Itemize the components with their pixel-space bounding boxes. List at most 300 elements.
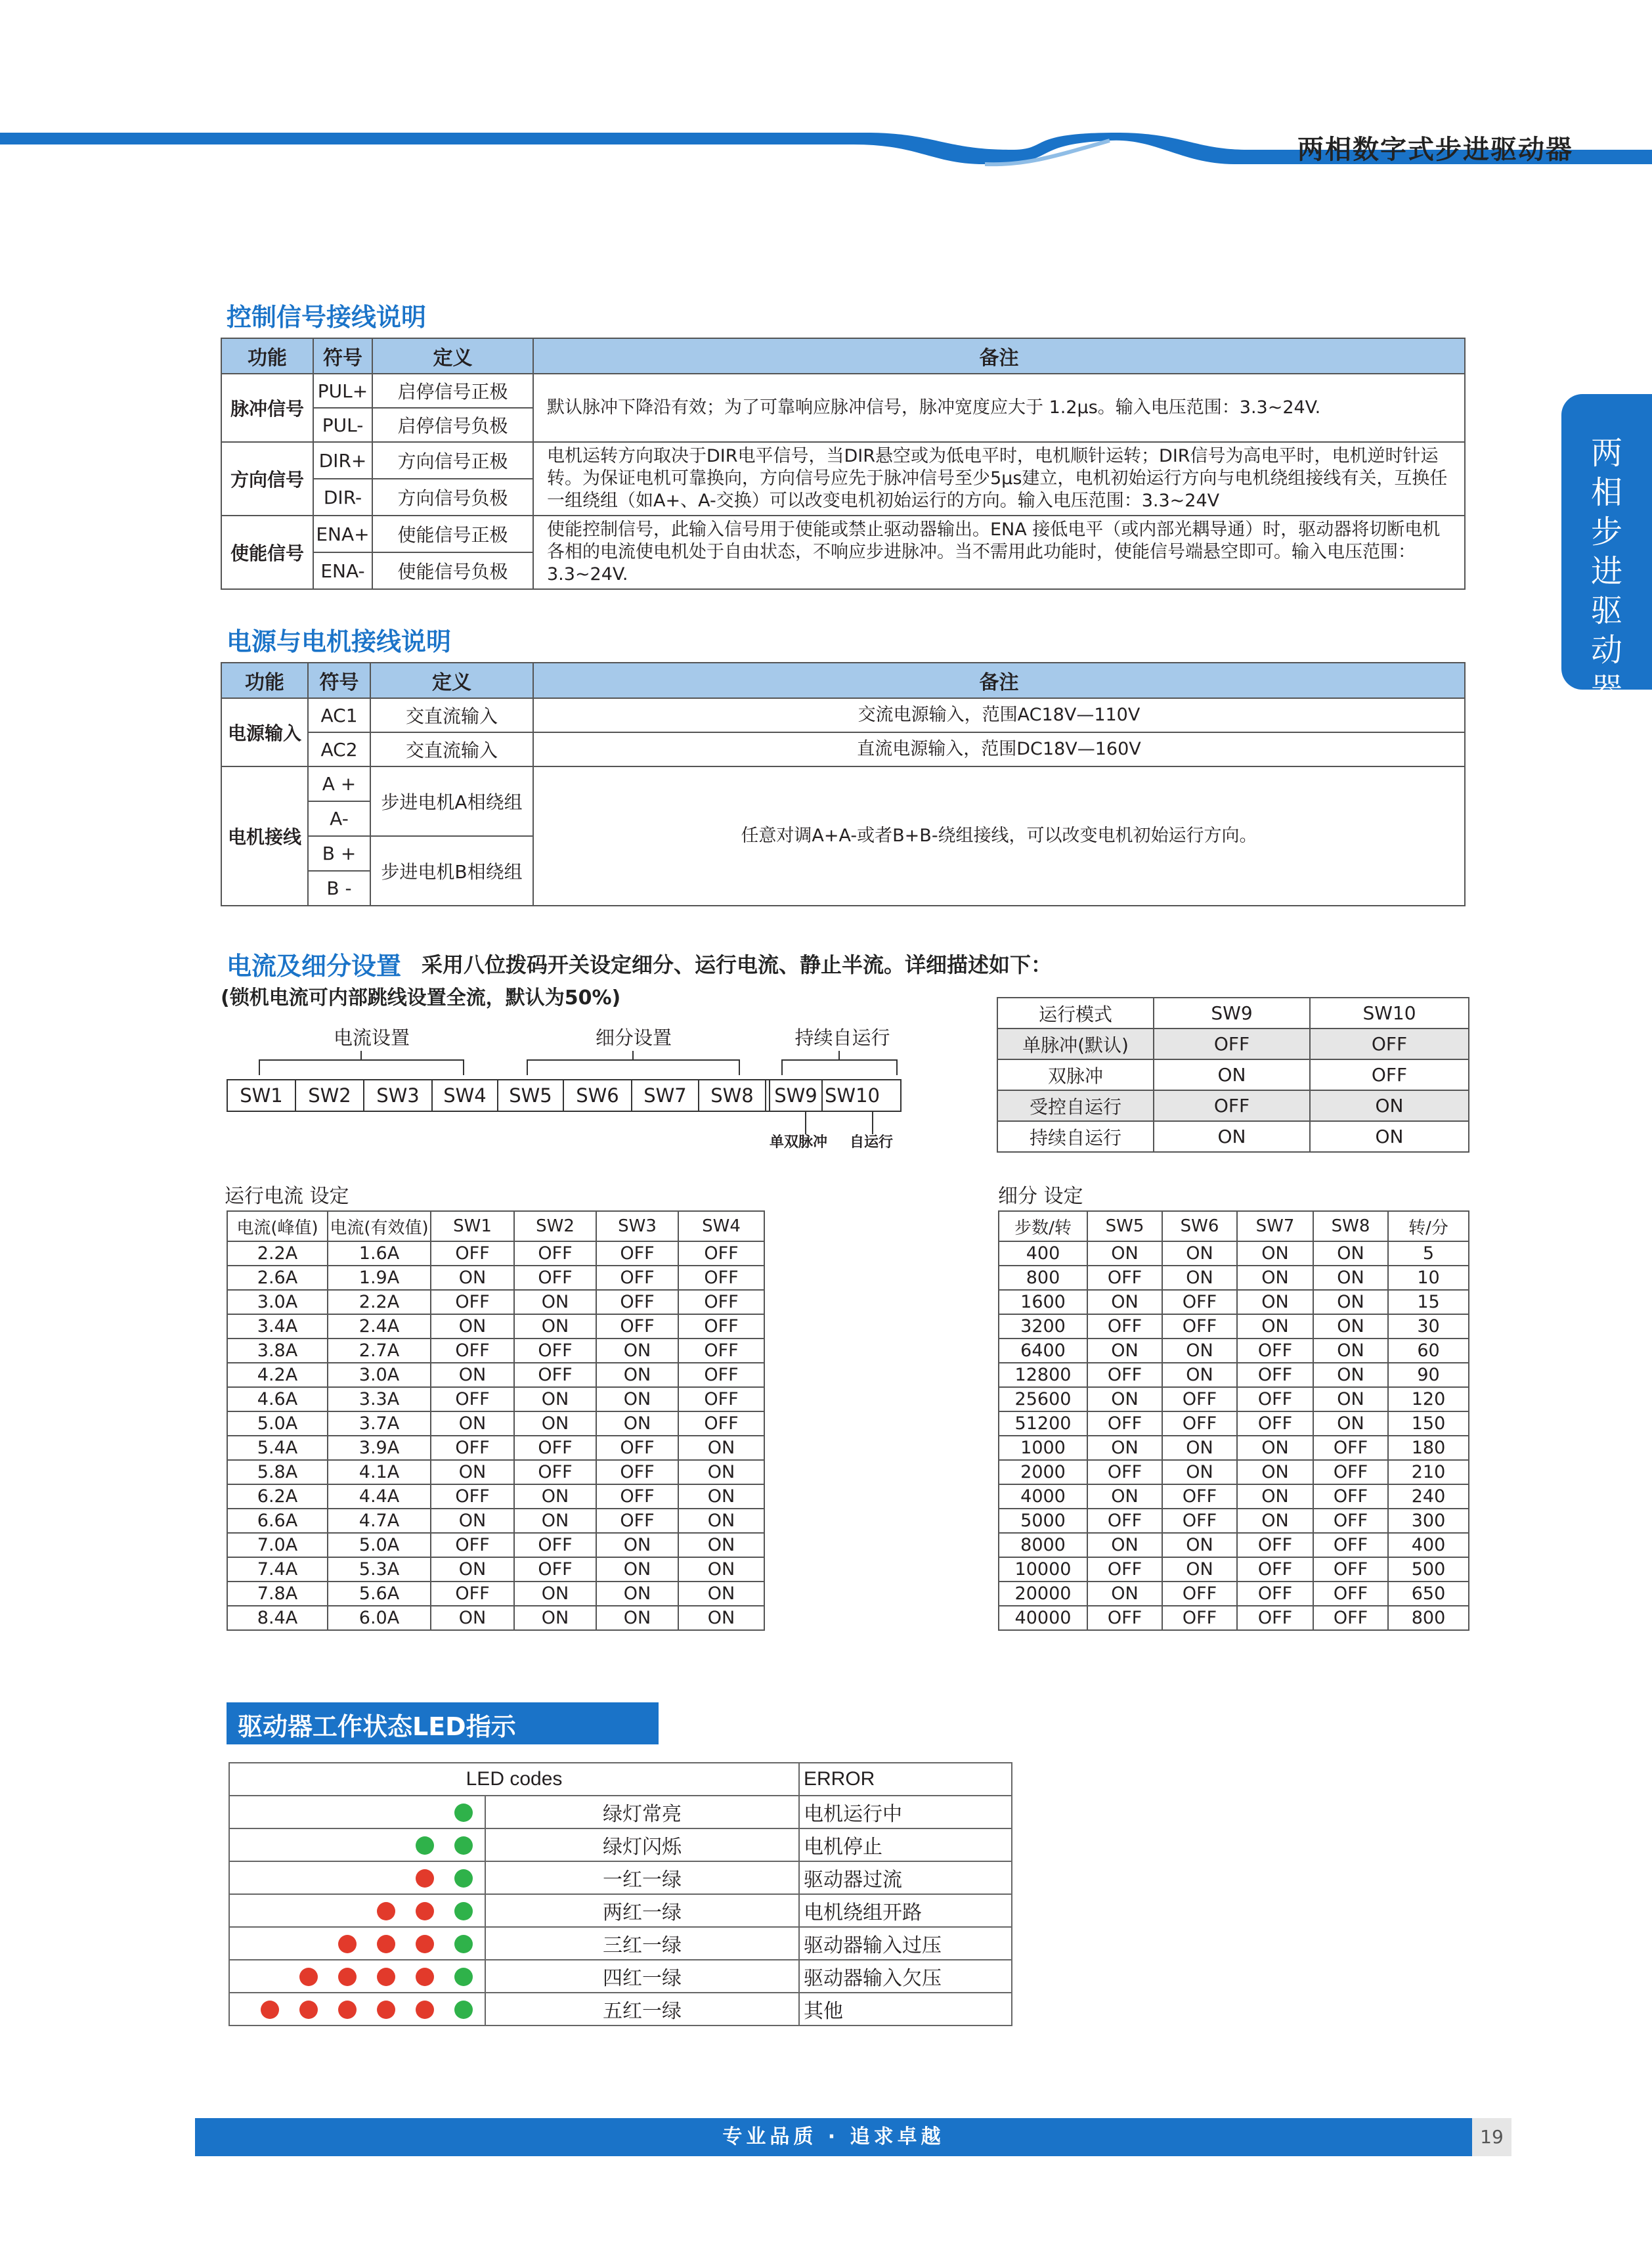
col-header: SW1: [431, 1211, 514, 1241]
cell: OFF: [1237, 1582, 1313, 1606]
cell: 40000: [999, 1606, 1087, 1630]
power-section-title: 电源与电机接线说明: [227, 627, 452, 656]
cell: ON: [596, 1411, 678, 1436]
table-row: [227, 1557, 764, 1582]
current-table-title: 运行电流 设定: [225, 1185, 349, 1208]
group-label-auto-run: 持续自运行: [794, 1027, 890, 1049]
symbol-cell: AC1: [308, 698, 370, 732]
func-cell: 脉冲信号: [221, 374, 313, 442]
led-error-text: 电机运行中: [799, 1796, 1012, 1828]
col-header: 定义: [370, 663, 533, 698]
cell: ON: [678, 1460, 764, 1484]
sw10-label: 自运行: [850, 1134, 894, 1151]
bracket-auto-run: [781, 1059, 898, 1075]
cell: ON: [1087, 1387, 1162, 1411]
cell: 5.0A: [227, 1411, 328, 1436]
current-section-desc: 采用八位拨码开关设定细分、运行电流、静止半流。详细描述如下：: [422, 952, 1053, 977]
cell: 30: [1388, 1314, 1469, 1339]
definition-cell: 交直流输入: [370, 698, 533, 732]
cell: 400: [1388, 1533, 1469, 1557]
led-indicator-cell: [229, 1861, 485, 1894]
dip-switch: SW7: [632, 1080, 699, 1111]
col-header: 备注: [533, 338, 1465, 374]
definition-cell: 启停信号正极: [372, 374, 533, 408]
symbol-cell: ENA+: [313, 516, 372, 552]
table-row: [227, 1533, 764, 1557]
cell: OFF: [1310, 1029, 1469, 1059]
definition-cell: 步进电机A相绕组: [370, 766, 533, 836]
cell: ON: [1154, 1059, 1310, 1090]
table-row: [227, 1582, 764, 1606]
red-led-icon: [377, 1935, 395, 1953]
cell: ON: [1087, 1582, 1162, 1606]
col-header: SW8: [1313, 1211, 1388, 1241]
cell: ON: [514, 1411, 596, 1436]
bracket-tick: [838, 1051, 840, 1060]
cell: 6.6A: [227, 1509, 328, 1533]
table-row: [227, 1339, 764, 1363]
cell: ON: [1237, 1509, 1313, 1533]
cell: 2.2A: [227, 1241, 328, 1266]
definition-cell: 使能信号正极: [372, 516, 533, 552]
col-header: SW10: [1310, 998, 1469, 1029]
dip-switch: SW4: [433, 1080, 498, 1111]
cell: ON: [431, 1509, 514, 1533]
cell: ON: [1154, 1121, 1310, 1152]
cell: ON: [1313, 1387, 1388, 1411]
bracket-tick: [360, 1051, 362, 1060]
table-row: [999, 1484, 1469, 1509]
symbol-cell: PUL+: [313, 374, 372, 408]
cell: OFF: [1313, 1484, 1388, 1509]
cell: ON: [1237, 1290, 1313, 1314]
cell: 4.1A: [328, 1460, 431, 1484]
green-led-icon: [454, 1968, 473, 1986]
dip-switch: SW9: [769, 1080, 823, 1111]
side-tab-char: 两: [1590, 435, 1622, 472]
current-section-subtitle: (锁机电流可内部跳线设置全流，默认为50%): [221, 986, 621, 1009]
note-cell: 使能控制信号，此输入信号用于使能或禁止驱动器输出。ENA 接低电平（或内部光耦导通）时，驱动器将切断电机各相的电流使电机处于自由状态，不响应步进脉冲。当不需用此功能时，使能信号端悬空即可。输入电压范围：3.3~24V.: [533, 516, 1465, 589]
led-indicator-cell: [229, 1796, 485, 1828]
red-led-icon: [416, 1902, 434, 1920]
side-tab-char: 相: [1590, 474, 1622, 511]
cell: OFF: [596, 1436, 678, 1460]
cell: OFF: [1313, 1436, 1388, 1460]
side-tab-char: 进: [1590, 553, 1622, 590]
cell: ON: [678, 1436, 764, 1460]
side-tab-char: 器: [1590, 671, 1622, 708]
cell: ON: [1087, 1241, 1162, 1266]
col-header: 电流(峰值): [227, 1211, 328, 1241]
cell: OFF: [514, 1363, 596, 1387]
cell: OFF: [1313, 1582, 1388, 1606]
cell: OFF: [1087, 1460, 1162, 1484]
cell: OFF: [1162, 1411, 1237, 1436]
cell: OFF: [596, 1509, 678, 1533]
red-led-icon: [338, 1968, 357, 1986]
cell: OFF: [1162, 1484, 1237, 1509]
cell: 2.4A: [328, 1314, 431, 1339]
cell: ON: [678, 1509, 764, 1533]
definition-cell: 使能信号负极: [372, 552, 533, 589]
cell: 1.6A: [328, 1241, 431, 1266]
table-row: [227, 1460, 764, 1484]
green-led-icon: [416, 1836, 434, 1855]
cell: ON: [1162, 1266, 1237, 1290]
cell: ON: [1313, 1314, 1388, 1339]
table-row: [999, 1339, 1469, 1363]
red-led-icon: [416, 1869, 434, 1888]
led-pattern-label: 绿灯常亮: [485, 1796, 799, 1828]
cell: OFF: [431, 1533, 514, 1557]
side-tab-char: 步: [1590, 514, 1622, 550]
col-header: SW6: [1162, 1211, 1237, 1241]
definition-cell: 交直流输入: [370, 732, 533, 766]
cell: OFF: [514, 1266, 596, 1290]
cell: OFF: [678, 1314, 764, 1339]
cell: OFF: [1313, 1606, 1388, 1630]
cell: OFF: [1313, 1460, 1388, 1484]
col-header: SW7: [1237, 1211, 1313, 1241]
cell: 5.6A: [328, 1582, 431, 1606]
side-tab-char: 动: [1590, 632, 1622, 669]
table-row: [227, 1484, 764, 1509]
cell: 5.8A: [227, 1460, 328, 1484]
col-header: SW5: [1087, 1211, 1162, 1241]
green-led-icon: [454, 2001, 473, 2019]
cell: OFF: [678, 1363, 764, 1387]
cell: ON: [1313, 1241, 1388, 1266]
cell: 7.4A: [227, 1557, 328, 1582]
cell: 3.4A: [227, 1314, 328, 1339]
cell: 800: [999, 1266, 1087, 1290]
led-code-table: [228, 1762, 1012, 2026]
cell: ON: [596, 1557, 678, 1582]
cell: 2.2A: [328, 1290, 431, 1314]
cell: 12800: [999, 1363, 1087, 1387]
table-row: [227, 1241, 764, 1266]
cell: ON: [1087, 1290, 1162, 1314]
cell: ON: [514, 1509, 596, 1533]
cell: 3.0A: [328, 1363, 431, 1387]
cell: OFF: [596, 1460, 678, 1484]
cell: OFF: [1087, 1557, 1162, 1582]
sw9-label: 单双脉冲: [770, 1134, 828, 1151]
note-cell: 默认脉冲下降沿有效；为了可靠响应脉冲信号，脉冲宽度应大于 1.2μs。输入电压范围：3.3~24V.: [533, 374, 1465, 442]
cell: 1000: [999, 1436, 1087, 1460]
power-motor-table: [221, 662, 1466, 906]
table-row: [999, 1363, 1469, 1387]
current-section-title: 电流及细分设置: [227, 952, 402, 981]
cell: ON: [596, 1606, 678, 1630]
green-led-icon: [454, 1902, 473, 1920]
col-header: SW2: [514, 1211, 596, 1241]
cell: OFF: [1237, 1387, 1313, 1411]
cell: ON: [1313, 1290, 1388, 1314]
table-row: [227, 1509, 764, 1533]
definition-cell: 步进电机B相绕组: [370, 836, 533, 906]
cell: ON: [678, 1484, 764, 1509]
cell: ON: [514, 1582, 596, 1606]
cell: OFF: [1162, 1290, 1237, 1314]
led-pattern-label: 两红一绿: [485, 1894, 799, 1927]
cell: ON: [1087, 1339, 1162, 1363]
symbol-cell: ENA-: [313, 552, 372, 589]
cell: ON: [431, 1266, 514, 1290]
cell: ON: [1087, 1436, 1162, 1460]
table-row: [999, 1582, 1469, 1606]
cell: 240: [1388, 1484, 1469, 1509]
control-section-title: 控制信号接线说明: [227, 303, 427, 332]
cell: 6.2A: [227, 1484, 328, 1509]
table-row: [227, 1363, 764, 1387]
cell: OFF: [1154, 1029, 1310, 1059]
led-indicator-cell: [229, 1960, 485, 1993]
table-row: [227, 1387, 764, 1411]
cell: ON: [1313, 1363, 1388, 1387]
table-row: [999, 1387, 1469, 1411]
cell: OFF: [1162, 1582, 1237, 1606]
symbol-cell: B +: [308, 836, 370, 871]
led-indicator-cell: [229, 1894, 485, 1927]
cell: OFF: [1087, 1266, 1162, 1290]
table-row: [999, 1266, 1469, 1290]
cell: ON: [431, 1314, 514, 1339]
table-row: [229, 1960, 1012, 1993]
red-led-icon: [416, 2001, 434, 2019]
cell: 7.8A: [227, 1582, 328, 1606]
led-error-text: 电机停止: [799, 1828, 1012, 1861]
table-row: [997, 1029, 1469, 1059]
led-pattern-label: 四红一绿: [485, 1960, 799, 1993]
cell: ON: [596, 1387, 678, 1411]
header-title: 两相数字式步进驱动器: [1297, 135, 1573, 165]
cell: 8000: [999, 1533, 1087, 1557]
table-row: [999, 1290, 1469, 1314]
cell: OFF: [514, 1339, 596, 1363]
cell: 5.3A: [328, 1557, 431, 1582]
cell: OFF: [431, 1387, 514, 1411]
table-row: [997, 1121, 1469, 1152]
cell: ON: [1162, 1363, 1237, 1387]
col-header: SW9: [1154, 998, 1310, 1029]
cell: 5.0A: [328, 1533, 431, 1557]
cell: ON: [1310, 1121, 1469, 1152]
table-row: [227, 1436, 764, 1460]
func-cell: 电机接线: [221, 766, 308, 906]
control-signal-table: [221, 338, 1466, 590]
cell: 10000: [999, 1557, 1087, 1582]
green-led-icon: [454, 1869, 473, 1888]
red-led-icon: [416, 1935, 434, 1953]
led-pattern-label: 一红一绿: [485, 1861, 799, 1894]
func-cell: 电源输入: [221, 698, 308, 766]
table-row: [229, 1927, 1012, 1960]
cell: ON: [1162, 1339, 1237, 1363]
cell: OFF: [1237, 1411, 1313, 1436]
cell: 1600: [999, 1290, 1087, 1314]
cell: 5.4A: [227, 1436, 328, 1460]
col-header: SW4: [678, 1211, 764, 1241]
cell: 120: [1388, 1387, 1469, 1411]
cell: 2.6A: [227, 1266, 328, 1290]
red-led-icon: [299, 2001, 318, 2019]
table-row: [999, 1411, 1469, 1436]
led-indicator-cell: [229, 1828, 485, 1861]
cell: ON: [1310, 1090, 1469, 1121]
col-header: 符号: [308, 663, 370, 698]
col-header: 备注: [533, 663, 1465, 698]
col-header: 运行模式: [997, 998, 1154, 1029]
cell: 受控自运行: [997, 1090, 1154, 1121]
microstep-setting-table: [998, 1210, 1469, 1631]
note-cell: 直流电源输入，范围DC18V—160V: [533, 732, 1465, 766]
table-row: [997, 1090, 1469, 1121]
cell: 20000: [999, 1582, 1087, 1606]
cell: 300: [1388, 1509, 1469, 1533]
cell: OFF: [431, 1484, 514, 1509]
cell: OFF: [514, 1460, 596, 1484]
green-led-icon: [454, 1836, 473, 1855]
cell: ON: [596, 1363, 678, 1387]
cell: OFF: [1237, 1363, 1313, 1387]
dip-switch: SW2: [296, 1080, 364, 1111]
red-led-icon: [377, 1968, 395, 1986]
cell: 5: [1388, 1241, 1469, 1266]
cell: ON: [514, 1387, 596, 1411]
cell: OFF: [596, 1484, 678, 1509]
table-row: [229, 1993, 1012, 2026]
cell: 90: [1388, 1363, 1469, 1387]
red-led-icon: [299, 1968, 318, 1986]
table-row: [229, 1894, 1012, 1927]
cell: 25600: [999, 1387, 1087, 1411]
cell: ON: [596, 1339, 678, 1363]
cell: OFF: [1087, 1411, 1162, 1436]
col-header: 电流(有效值): [328, 1211, 431, 1241]
table-row: [227, 1290, 764, 1314]
cell: 3.9A: [328, 1436, 431, 1460]
cell: 3.0A: [227, 1290, 328, 1314]
cell: 2.7A: [328, 1339, 431, 1363]
table-row: [999, 1241, 1469, 1266]
dip-switch: SW3: [364, 1080, 433, 1111]
cell: OFF: [1087, 1509, 1162, 1533]
table-row: [999, 1606, 1469, 1630]
cell: 400: [999, 1241, 1087, 1266]
cell: ON: [1237, 1484, 1313, 1509]
func-cell: 方向信号: [221, 442, 313, 516]
table-row: [999, 1460, 1469, 1484]
cell: OFF: [431, 1582, 514, 1606]
led-error-text: 其他: [799, 1993, 1012, 2026]
led-error-text: 电机绕组开路: [799, 1894, 1012, 1927]
cell: OFF: [596, 1241, 678, 1266]
cell: OFF: [1162, 1509, 1237, 1533]
col-header: 定义: [372, 338, 533, 374]
col-header: SW3: [596, 1211, 678, 1241]
cell: 3.3A: [328, 1387, 431, 1411]
cell: OFF: [1087, 1606, 1162, 1630]
run-mode-table: [997, 997, 1469, 1153]
symbol-cell: AC2: [308, 732, 370, 766]
table-row: [997, 1059, 1469, 1090]
cell: OFF: [431, 1339, 514, 1363]
cell: 3200: [999, 1314, 1087, 1339]
cell: 4.6A: [227, 1387, 328, 1411]
green-led-icon: [454, 1935, 473, 1953]
cell: OFF: [1237, 1557, 1313, 1582]
cell: 6400: [999, 1339, 1087, 1363]
func-cell: 使能信号: [221, 516, 313, 589]
col-header: LED codes: [229, 1763, 799, 1796]
micro-table-title: 细分 设定: [998, 1185, 1083, 1208]
cell: 15: [1388, 1290, 1469, 1314]
symbol-cell: DIR+: [313, 442, 372, 479]
col-header: 步数/转: [999, 1211, 1087, 1241]
symbol-cell: PUL-: [313, 408, 372, 442]
cell: 4.7A: [328, 1509, 431, 1533]
table-row: [999, 1436, 1469, 1460]
dip-switch: SW10: [825, 1084, 880, 1107]
table-row: [229, 1828, 1012, 1861]
cell: OFF: [514, 1557, 596, 1582]
table-row: [229, 1861, 1012, 1894]
table-row: [229, 1796, 1012, 1828]
table-row: [999, 1557, 1469, 1582]
cell: ON: [1313, 1339, 1388, 1363]
cell: ON: [1162, 1533, 1237, 1557]
note-cell: 任意对调A+A-或者B+B-绕组接线，可以改变电机初始运行方向。: [533, 766, 1465, 906]
cell: ON: [514, 1606, 596, 1630]
col-header: 符号: [313, 338, 372, 374]
cell: OFF: [678, 1411, 764, 1436]
cell: OFF: [1162, 1314, 1237, 1339]
red-led-icon: [416, 1968, 434, 1986]
cell: OFF: [431, 1290, 514, 1314]
side-tab: [1561, 394, 1652, 708]
red-led-icon: [377, 2001, 395, 2019]
symbol-cell: DIR-: [313, 479, 372, 516]
cell: ON: [431, 1557, 514, 1582]
table-row: [999, 1533, 1469, 1557]
cell: 6.0A: [328, 1606, 431, 1630]
cell: ON: [1237, 1266, 1313, 1290]
cell: 51200: [999, 1411, 1087, 1436]
cell: ON: [1162, 1460, 1237, 1484]
col-header: 转/分: [1388, 1211, 1469, 1241]
col-header: 功能: [221, 663, 308, 698]
led-pattern-label: 绿灯闪烁: [485, 1828, 799, 1861]
cell: OFF: [678, 1290, 764, 1314]
definition-cell: 启停信号负极: [372, 408, 533, 442]
cell: OFF: [678, 1339, 764, 1363]
cell: 4.2A: [227, 1363, 328, 1387]
led-error-text: 驱动器输入欠压: [799, 1960, 1012, 1993]
cell: 单脉冲(默认): [997, 1029, 1154, 1059]
cell: ON: [1162, 1436, 1237, 1460]
cell: OFF: [431, 1241, 514, 1266]
cell: ON: [514, 1290, 596, 1314]
red-led-icon: [377, 1902, 395, 1920]
cell: ON: [1237, 1241, 1313, 1266]
red-led-icon: [261, 2001, 279, 2019]
cell: 500: [1388, 1557, 1469, 1582]
cell: 1.9A: [328, 1266, 431, 1290]
definition-cell: 方向信号正极: [372, 442, 533, 479]
cell: OFF: [596, 1266, 678, 1290]
cell: OFF: [1310, 1059, 1469, 1090]
